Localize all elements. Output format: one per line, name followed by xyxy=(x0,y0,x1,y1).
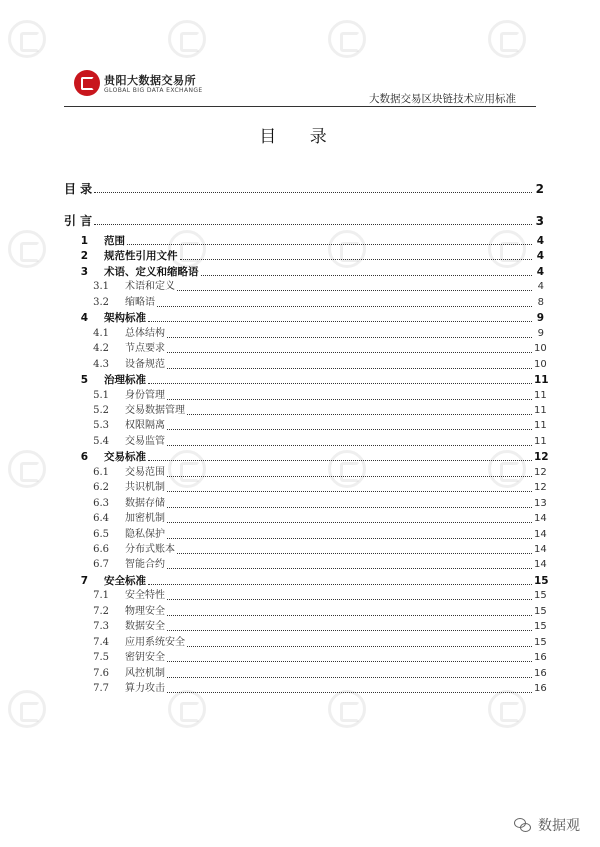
toc-entry-label: 总体结构 xyxy=(125,327,165,339)
toc-entry[interactable] xyxy=(64,249,544,263)
page-header xyxy=(64,66,536,106)
toc-entry[interactable] xyxy=(64,667,547,681)
toc-entry-number: 1 xyxy=(80,235,88,247)
toc-entry-label: 架构标准 xyxy=(104,312,146,325)
toc-entry[interactable] xyxy=(64,234,544,248)
toc-dot-leader xyxy=(177,289,532,291)
toc-entry-number: 7.3 xyxy=(93,621,109,633)
toc-entry-number: 5.3 xyxy=(93,420,109,432)
toc-entry-label: 风控机制 xyxy=(125,667,165,679)
toc-entry-page: 3 xyxy=(535,214,544,228)
toc-entry-page: 11 xyxy=(534,420,547,432)
toc-entry[interactable] xyxy=(64,450,549,464)
toc-dot-leader xyxy=(148,583,532,585)
toc-entry-number: 5.1 xyxy=(93,389,109,401)
toc-entry[interactable] xyxy=(64,435,547,449)
toc-entry[interactable] xyxy=(64,574,549,588)
toc-entry-number: 6.1 xyxy=(93,466,109,478)
toc-entry-number: 7.7 xyxy=(93,683,109,695)
toc-entry-label: 应用系统安全 xyxy=(125,636,185,648)
toc-entry-label: 交易监管 xyxy=(125,435,165,447)
toc-entry-label: 术语、定义和缩略语 xyxy=(104,265,199,278)
watermark-logo-icon xyxy=(8,450,46,488)
toc-entry-label: 加密机制 xyxy=(125,513,165,525)
toc-entry-number: 7.2 xyxy=(93,605,109,617)
toc-dot-leader xyxy=(167,475,532,477)
toc-entry-number: 4.3 xyxy=(93,358,109,370)
toc-entry-number: 3.1 xyxy=(93,281,109,293)
toc-entry-page: 16 xyxy=(534,667,547,679)
toc-entry-label: 密钥安全 xyxy=(125,652,165,664)
toc-dot-leader xyxy=(201,274,533,276)
toc-entry[interactable] xyxy=(64,389,547,403)
toc-dot-leader xyxy=(167,676,532,678)
toc-dot-leader xyxy=(94,223,532,225)
toc-dot-leader xyxy=(148,382,532,384)
toc-entry-page: 11 xyxy=(534,374,549,387)
watermark-logo-icon xyxy=(8,690,46,728)
toc-entry[interactable] xyxy=(64,466,547,480)
toc-entry-number: 7 xyxy=(80,574,88,587)
toc-dot-leader xyxy=(167,691,532,693)
document-title: 大数据交易区块链技术应用标准 xyxy=(369,93,516,105)
toc-dot-leader xyxy=(167,537,532,539)
toc-entry-label: 交易标准 xyxy=(104,451,146,464)
toc-entry-label: 安全特性 xyxy=(125,590,165,602)
toc-entry-label: 目 录 xyxy=(64,182,93,196)
toc-entry-number: 3.2 xyxy=(93,296,109,308)
toc-entry-page: 2 xyxy=(535,182,544,196)
watermark-logo-icon xyxy=(328,20,366,58)
toc-dot-leader xyxy=(167,521,532,523)
toc-dot-leader xyxy=(167,629,532,631)
toc-entry-page: 14 xyxy=(534,528,547,540)
toc-entry-page: 13 xyxy=(534,497,547,509)
toc-entry-label: 智能合约 xyxy=(125,559,165,571)
toc-dot-leader xyxy=(167,428,532,430)
toc-entry[interactable] xyxy=(64,311,544,325)
toc-dot-leader xyxy=(94,191,532,193)
toc-entry-number: 4.2 xyxy=(93,343,109,355)
toc-dot-leader xyxy=(177,552,532,554)
toc-dot-leader xyxy=(127,243,532,245)
toc-entry-label: 交易范围 xyxy=(125,466,165,478)
watermark-logo-icon xyxy=(8,230,46,268)
toc-entry-number: 3 xyxy=(80,265,88,278)
toc-entry-label: 设备规范 xyxy=(125,358,165,370)
toc-entry-label: 安全标准 xyxy=(104,574,146,587)
toc-dot-leader xyxy=(167,490,532,492)
toc-entry-page: 12 xyxy=(534,451,549,464)
header-divider xyxy=(64,106,536,107)
toc-entry[interactable] xyxy=(64,481,547,495)
toc-entry[interactable] xyxy=(64,497,547,511)
toc-entry-page: 10 xyxy=(534,343,547,355)
toc-entry-page: 8 xyxy=(537,296,544,308)
toc-entry-label: 范围 xyxy=(104,235,125,247)
toc-dot-leader xyxy=(167,367,532,369)
toc-entry[interactable] xyxy=(64,419,547,433)
toc-dot-leader xyxy=(167,660,532,662)
toc-entry-page: 15 xyxy=(534,621,547,633)
toc-entry-number: 6.2 xyxy=(93,482,109,494)
toc-dot-leader xyxy=(180,258,533,260)
toc-entry[interactable] xyxy=(64,620,547,634)
toc-entry-page: 9 xyxy=(537,327,544,339)
page-title: 目 录 xyxy=(259,127,341,147)
toc-entry-label: 权限隔离 xyxy=(125,420,165,432)
toc-entry-label: 共识机制 xyxy=(125,482,165,494)
toc-entry-page: 12 xyxy=(534,466,547,478)
toc-entry-number: 4 xyxy=(80,312,88,325)
toc-entry-number: 6 xyxy=(80,451,88,464)
watermark-logo-icon xyxy=(8,20,46,58)
toc-entry-number: 2 xyxy=(80,250,88,263)
toc-dot-leader xyxy=(167,567,532,569)
toc-entry-label: 交易数据管理 xyxy=(125,404,185,416)
toc-dot-leader xyxy=(187,645,532,647)
toc-entry-label: 隐私保护 xyxy=(125,528,165,540)
toc-entry[interactable] xyxy=(64,358,547,372)
toc-entry-number: 6.3 xyxy=(93,497,109,509)
toc-entry-label: 术语和定义 xyxy=(125,281,175,293)
toc-entry-page: 15 xyxy=(534,574,549,587)
logo-en-text: GLOBAL BIG DATA EXCHANGE xyxy=(104,87,203,94)
toc-entry[interactable] xyxy=(64,182,544,196)
toc-dot-leader xyxy=(167,444,532,446)
footer-brand-label: 数据观 xyxy=(538,818,580,834)
toc-entry[interactable] xyxy=(64,558,547,572)
toc-entry[interactable] xyxy=(64,636,547,650)
toc-entry-page: 15 xyxy=(534,590,547,602)
watermark-logo-icon xyxy=(488,20,526,58)
toc-entry-page: 15 xyxy=(534,636,547,648)
toc-entry[interactable] xyxy=(64,605,547,619)
toc-entry-number: 6.6 xyxy=(93,544,109,555)
toc-entry-page: 9 xyxy=(536,312,544,325)
toc-entry-label: 分布式账本 xyxy=(125,544,175,555)
toc-entry[interactable] xyxy=(64,512,547,526)
toc-entry-page: 4 xyxy=(536,250,544,263)
toc-entry-number: 7.6 xyxy=(93,667,109,679)
toc-entry-number: 6.4 xyxy=(93,513,109,525)
toc-entry-number: 5 xyxy=(80,374,88,387)
toc-entry-number: 7.4 xyxy=(93,636,109,648)
toc-entry-page: 11 xyxy=(534,435,547,447)
toc-dot-leader xyxy=(167,398,532,400)
toc-entry[interactable] xyxy=(64,373,549,387)
toc-entry[interactable] xyxy=(64,280,544,294)
toc-entry-page: 16 xyxy=(534,652,547,664)
toc-entry[interactable] xyxy=(64,265,544,279)
toc-dot-leader xyxy=(167,506,532,508)
toc-entry[interactable] xyxy=(64,651,547,665)
toc-entry-page: 12 xyxy=(534,482,547,494)
toc-entry[interactable] xyxy=(64,342,547,356)
toc-dot-leader xyxy=(148,459,532,461)
toc-dot-leader xyxy=(148,320,532,322)
toc-entry-page: 14 xyxy=(534,559,547,571)
toc-dot-leader xyxy=(167,336,532,338)
toc-entry-label: 规范性引用文件 xyxy=(104,250,178,263)
toc-entry-number: 5.2 xyxy=(93,404,109,416)
toc-entry-number: 5.4 xyxy=(93,435,109,447)
toc-dot-leader xyxy=(167,351,532,353)
toc-entry-label: 物理安全 xyxy=(125,605,165,617)
toc-entry[interactable] xyxy=(64,296,544,310)
toc-entry-page: 16 xyxy=(534,683,547,695)
toc-entry[interactable] xyxy=(64,682,547,696)
toc-entry-number: 6.5 xyxy=(93,528,109,540)
wechat-icon xyxy=(514,818,532,832)
toc-entry-number: 6.7 xyxy=(93,559,109,571)
toc-dot-leader xyxy=(187,413,532,415)
toc-entry-page: 15 xyxy=(534,605,547,617)
exchange-logo-icon xyxy=(74,70,100,96)
toc-entry-label: 算力攻击 xyxy=(125,683,165,695)
toc-entry[interactable] xyxy=(64,404,547,418)
toc-entry-page: 11 xyxy=(534,389,547,401)
toc-entry-page: 4 xyxy=(536,235,544,247)
logo-cn-text: 贵阳大数据交易所 xyxy=(104,74,196,87)
toc-entry[interactable] xyxy=(64,327,544,341)
toc-entry-label: 数据存储 xyxy=(125,497,165,509)
toc-entry-number: 7.5 xyxy=(93,652,109,664)
toc-entry-label: 数据安全 xyxy=(125,621,165,633)
toc-dot-leader xyxy=(167,598,532,600)
toc-entry-label: 身份管理 xyxy=(125,389,165,401)
toc-entry-page: 10 xyxy=(534,358,547,370)
toc-entry-label: 缩略语 xyxy=(125,296,155,308)
toc-entry[interactable] xyxy=(64,528,547,542)
toc-entry-number: 4.1 xyxy=(93,327,109,339)
watermark-logo-icon xyxy=(168,20,206,58)
toc-dot-leader xyxy=(167,614,532,616)
toc-entry-page: 4 xyxy=(536,265,544,278)
toc-entry[interactable] xyxy=(64,589,547,603)
toc-entry-page: 11 xyxy=(534,404,547,416)
toc-entry-page: 4 xyxy=(537,281,544,293)
toc-dot-leader xyxy=(157,305,532,307)
footer-brand xyxy=(514,815,580,835)
toc-entry-label: 治理标准 xyxy=(104,374,146,387)
toc-entry-number: 7.1 xyxy=(93,590,109,602)
toc-entry-label: 节点要求 xyxy=(125,343,165,355)
toc-entry[interactable] xyxy=(64,214,544,228)
toc-entry-page: 14 xyxy=(534,513,547,525)
toc-entry-page: 14 xyxy=(534,544,547,555)
toc-entry-label: 引 言 xyxy=(64,214,93,228)
toc-entry[interactable] xyxy=(64,543,547,557)
